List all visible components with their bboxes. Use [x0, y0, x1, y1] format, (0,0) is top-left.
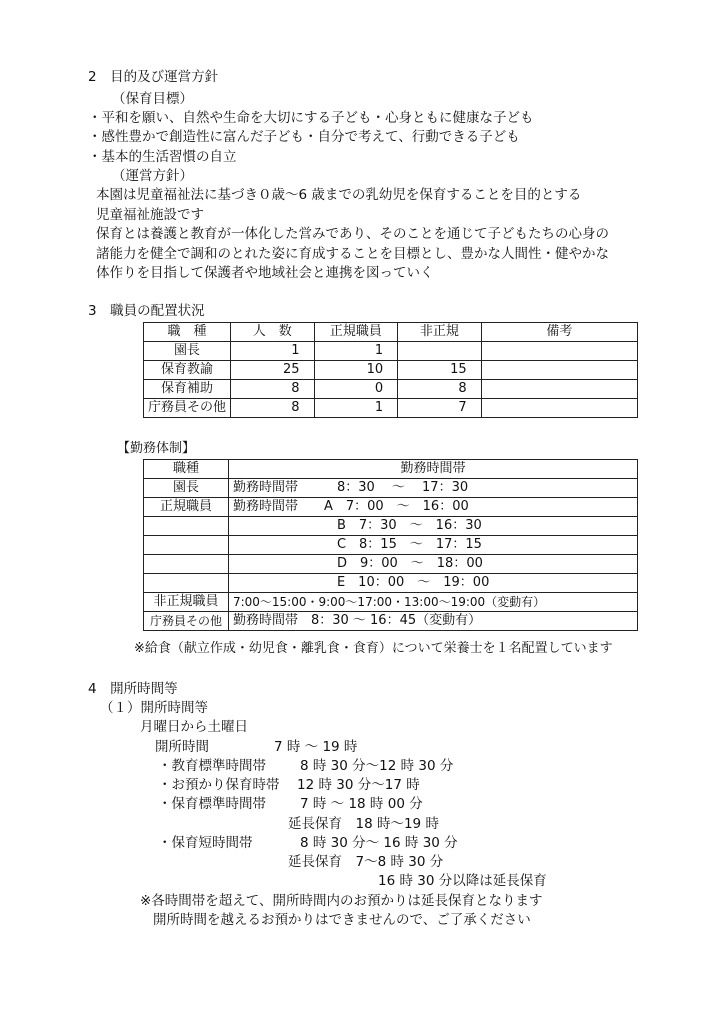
shift-cell: C 8：15 ～ 17：15 [228, 536, 637, 555]
open-hours-value: 7 時 ～ 19 時 [274, 739, 358, 755]
role-cell: 園長 [144, 479, 229, 498]
table-row [144, 342, 638, 361]
nonregular-cell [398, 342, 482, 361]
time-band-label: ・教育標準時間帯 [158, 758, 266, 774]
count-cell: 8 [231, 399, 315, 418]
col-header: 備考 [481, 323, 637, 342]
table-row [144, 593, 638, 612]
extended-care: 延長保育 7～8 時 30 分 [288, 854, 444, 870]
col-header: 非正規 [398, 323, 482, 342]
shift-cell: 勤務時間帯 8：30 ～ 16：45（変動有） [228, 612, 637, 631]
time-band-value: 8 時 30 分～ 16 時 30 分 [300, 835, 458, 851]
shift-cell: 7:00～15:00・9:00～17:00・13:00～19:00（変動有） [228, 593, 637, 612]
remarks-cell [481, 380, 637, 399]
time-band-value: 7 時 ～ 18 時 00 分 [300, 796, 423, 812]
table-header-row [144, 460, 638, 479]
count-cell: 8 [231, 380, 315, 399]
count-cell: 25 [231, 361, 315, 380]
role-cell [144, 536, 229, 555]
nonregular-cell: 7 [398, 399, 482, 418]
shift-cell: E 10：00 ～ 19：00 [228, 574, 637, 593]
regular-cell: 1 [314, 342, 398, 361]
count-cell: 1 [231, 342, 315, 361]
policy-line: 本園は児童福祉法に基づき０歳～6 歳までの乳幼児を保育することを目的とする [96, 187, 582, 203]
goal-item: ・感性豊かで創造性に富んだ子ども・自分で考えて、行動できる子ども [88, 129, 520, 145]
remarks-cell [481, 361, 637, 380]
policy-label: （運営方針） [112, 168, 193, 184]
open-hours-label: 開所時間 [155, 739, 209, 755]
extended-care: 延長保育 18 時～19 時 [288, 816, 439, 832]
table-row [144, 380, 638, 399]
table-row [144, 399, 638, 418]
role-cell: 保育補助 [144, 380, 231, 399]
table-row [144, 517, 638, 536]
nonregular-cell: 8 [398, 380, 482, 399]
role-cell: 園長 [144, 342, 231, 361]
table-row [144, 574, 638, 593]
col-header: 職種 [144, 460, 229, 479]
time-band-value: 8 時 30 分～12 時 30 分 [300, 758, 454, 774]
role-cell: 非正規職員 [144, 593, 229, 612]
goal-item: ・基本的生活習慣の自立 [88, 149, 237, 165]
section4-heading: 4 開所時間等 [88, 681, 178, 697]
policy-line: 保育とは養護と教育が一体化した営みであり、そのことを通じて子どもたちの心身の [96, 226, 609, 242]
regular-cell: 1 [314, 399, 398, 418]
policy-line: 諸能力を健全で調和のとれた姿に育成することを目標とし、豊かな人間性・健やかな [96, 246, 609, 262]
time-band-value: 12 時 30 分～17 時 [297, 777, 420, 793]
time-band-label: ・お預かり保育時帯 [158, 777, 280, 793]
regular-cell: 0 [314, 380, 398, 399]
shift-table [143, 459, 638, 631]
shift-cell: B 7：30 ～ 16：30 [228, 517, 637, 536]
table-row [144, 479, 638, 498]
regular-cell: 10 [314, 361, 398, 380]
role-cell [144, 555, 229, 574]
time-band-label: ・保育標準時間帯 [158, 796, 266, 812]
remarks-cell [481, 342, 637, 361]
role-cell: 庁務員その他 [144, 612, 229, 631]
dietitian-note: ※給食（献立作成・幼児食・離乳食・食育）について栄養士を１名配置しています [134, 641, 613, 656]
nonregular-cell: 15 [398, 361, 482, 380]
role-cell [144, 517, 229, 536]
col-header: 人 数 [231, 323, 315, 342]
table-header-row [144, 323, 638, 342]
extended-care: 16 時 30 分以降は延長保育 [378, 873, 547, 889]
table-row [144, 555, 638, 574]
shift-cell: 勤務時間帯 A 7：00 ～ 16：00 [228, 498, 637, 517]
shift-title: 【勤務体制】 [117, 441, 196, 456]
subsection-heading: （１）開所時間等 [100, 700, 208, 716]
shift-cell: 勤務時間帯 8：30 ～ 17：30 [228, 479, 637, 498]
col-header: 勤務時間帯 [228, 460, 637, 479]
goals-label: （保育目標） [112, 91, 193, 107]
section2-heading: 2 目的及び運営方針 [88, 69, 219, 85]
note-line: ※各時間帯を超えて、開所時間内のお預かりは延長保育となります [140, 893, 543, 909]
table-row [144, 361, 638, 380]
role-cell: 庁務員その他 [144, 399, 231, 418]
staff-table [143, 322, 638, 418]
note-line: 開所時間を越えるお預かりはできませんので、ご了承ください [153, 912, 531, 928]
remarks-cell [481, 399, 637, 418]
role-cell: 保育教諭 [144, 361, 231, 380]
col-header: 正規職員 [314, 323, 398, 342]
table-row [144, 536, 638, 555]
role-cell [144, 574, 229, 593]
policy-line: 体作りを目指して保護者や地域社会と連携を図っていく [96, 265, 434, 281]
col-header: 職 種 [144, 323, 231, 342]
days-label: 月曜日から土曜日 [140, 719, 248, 735]
table-row [144, 612, 638, 631]
section3-heading: 3 職員の配置状況 [88, 303, 205, 319]
policy-line: 児童福祉施設です [96, 207, 204, 223]
time-band-label: ・保育短時間帯 [158, 835, 253, 851]
goal-item: ・平和を願い、自然や生命を大切にする子ども・心身ともに健康な子ども [88, 110, 534, 126]
table-row [144, 498, 638, 517]
role-cell: 正規職員 [144, 498, 229, 517]
shift-cell: D 9：00 ～ 18：00 [228, 555, 637, 574]
